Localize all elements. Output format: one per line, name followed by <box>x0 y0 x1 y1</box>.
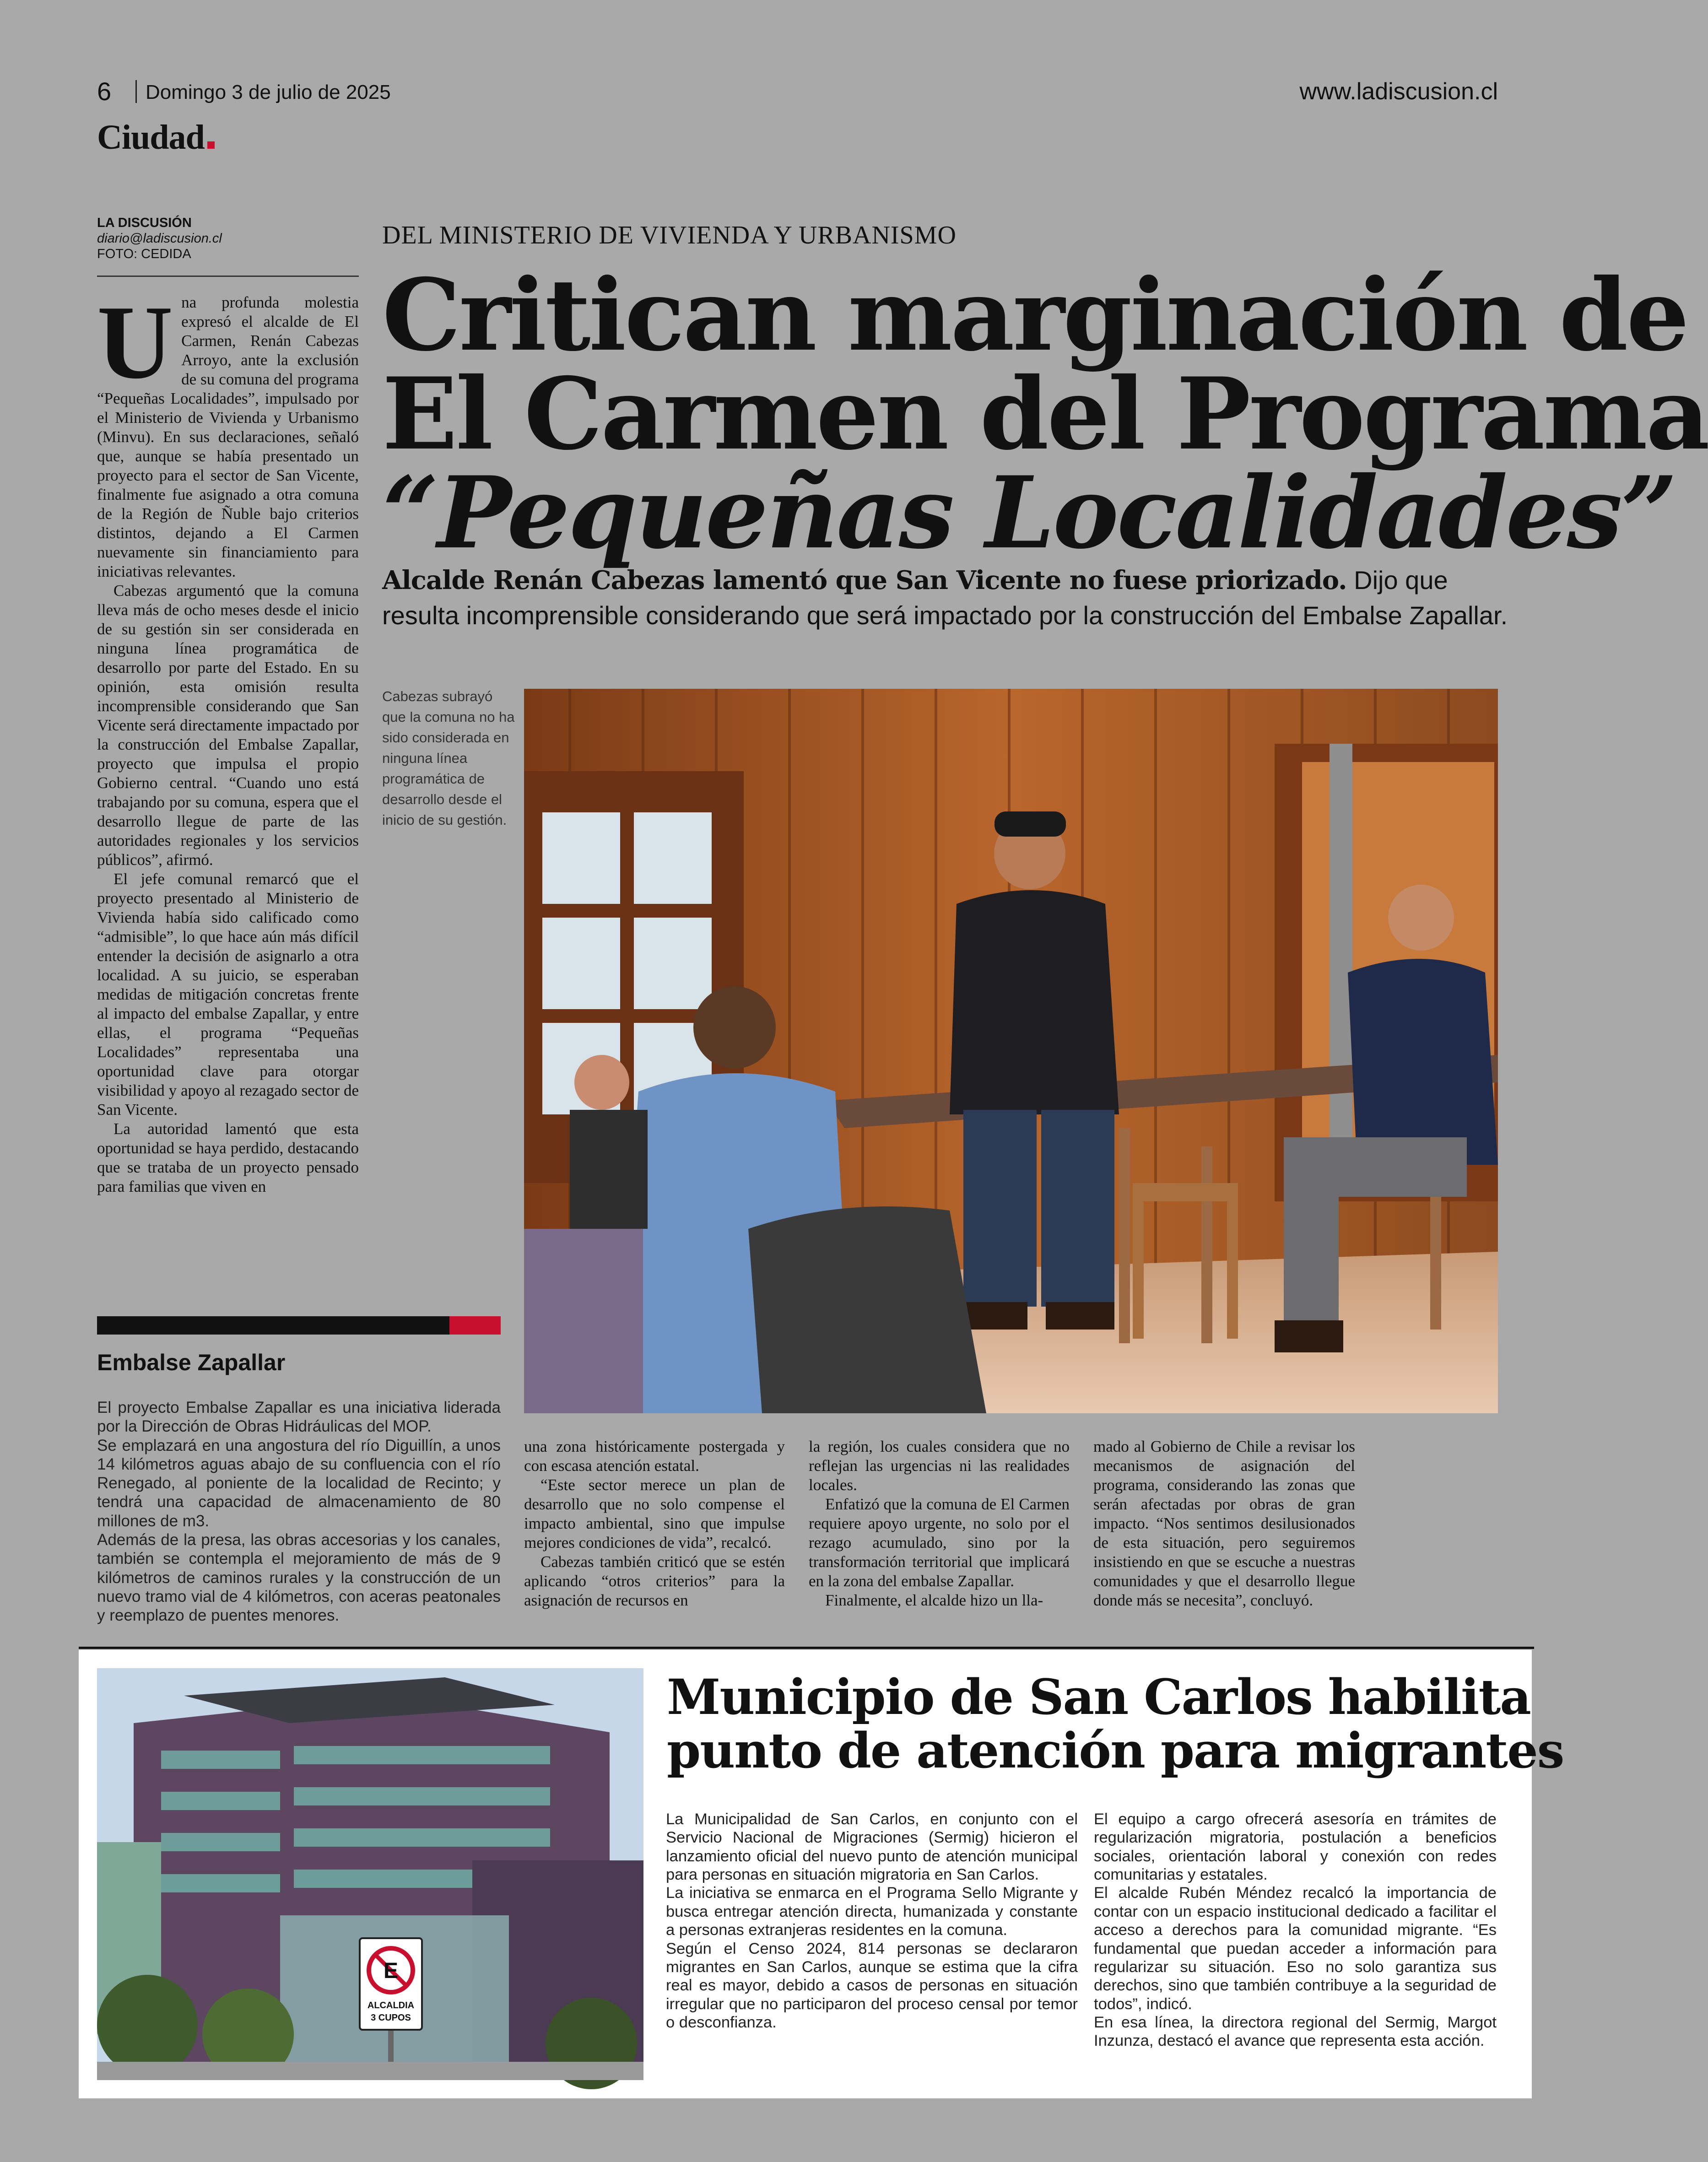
byline-photo-credit: FOTO: CEDIDA <box>97 247 191 262</box>
photo-caption: Cabezas subrayó que la comuna no ha sido considerada en ninguna línea programática de desarrollo desde el inicio de su gestión. <box>382 688 515 828</box>
secondary-paragraph: La iniciativa se enmarca en el Programa Sello Migrante y busca entregar atención directa, humanizada y constante a personas extranjeras residentes en la comuna. <box>666 1884 1078 1939</box>
article-paragraph: Cabezas también criticó que se estén aplicando “otros criterios” para la asignación de recursos en <box>524 1553 785 1609</box>
article-column-4 <box>1093 1437 1355 1634</box>
issue-date: Domingo 3 de julio de 2025 <box>146 81 391 103</box>
building-photo-illustration <box>97 1668 643 2080</box>
section-dot-icon <box>207 141 215 149</box>
header-divider <box>135 80 137 103</box>
sidebar-bar-accent <box>449 1316 501 1335</box>
section-divider <box>79 1647 1534 1649</box>
building-photo <box>97 1668 643 2080</box>
byline-source: LA DISCUSIÓN <box>97 216 192 230</box>
section-title <box>97 120 215 155</box>
page-number: 6 <box>97 77 112 106</box>
secondary-paragraph: El alcalde Rubén Méndez recalcó la importancia de contar con un espacio institucional dedicado a facilitar el acceso a derechos para la comunidad migrante. “Es fundamental que puedan acceder a información para regularizar su situación. Eso no solo garantiza sus derechos, sino que también contribuye a la seguridad de todos”, indicó. <box>1094 1884 1497 2013</box>
byline-email[interactable]: diario@ladiscusion.cl <box>97 231 222 246</box>
section-label: Ciudad <box>97 118 205 157</box>
svg-text:ALCALDIA: ALCALDIA <box>367 2000 415 2011</box>
byline <box>97 215 222 262</box>
headline-line: Critican marginación de <box>382 257 1688 373</box>
article-paragraph: El jefe comunal remarcó que el proyecto presentado al Ministerio de Vivienda había sido calificado como “admisible”, lo que hace aún más difícil entender la decisión de asignarlo a otra localidad. A su juicio, se esperaban medidas de mitigación concretas frente al impacto del embalse Zapallar, y entre ellas, el programa “Pequeñas Localidades” representaba una oportunidad clave para otorgar visibilidad y apoyo al rezagado sector de San Vicente. <box>97 870 359 1119</box>
article-paragraph: Una profunda molestia expresó el alcalde de El Carmen, Renán Cabezas Arroyo, ante la exclusión de su comuna del programa “Pequeñas Localidades”, impulsado por el Ministerio de Vivienda y Urbanismo (Minvu). En sus declaraciones, señaló que, aunque se había presentado un proyecto para el sector de San Vicente, finalmente fue asignado a otra comuna de la Región de Ñuble bajo criterios distintos, dejando a El Carmen nuevamente sin financiamiento para iniciativas relevantes. <box>97 284 359 580</box>
article-paragraph: mado al Gobierno de Chile a revisar los mecanismos de asignación del programa, considerando las zonas que serán afectadas por obras de gran impacto. “Nos sentimos desilusionados de esta situación, pero seguiremos insistiendo en que se escuche a nuestras comunidades y que el desarrollo llegue donde más se necesita”, concluyó. <box>1093 1438 1355 1609</box>
site-url[interactable]: www.ladiscusion.cl <box>1299 78 1498 105</box>
main-photo <box>524 689 1498 1413</box>
article-deck <box>382 563 1517 632</box>
article-paragraph: Enfatizó que la comuna de El Carmen requiere apoyo urgente, no solo por el rezago acumulado, sino por la transformación territorial que implicará en la zona del embalse Zapallar. <box>809 1495 1070 1590</box>
article-paragraph: La autoridad lamentó que esta oportunidad se haya perdido, destacando que se trataba de un proyecto pensado para familias que viven en <box>97 1120 359 1195</box>
secondary-paragraph: En esa línea, la directora regional del Sermig, Margot Inzunza, destacó el avance que representa esta acción. <box>1094 2013 1497 2050</box>
deck-lead: Alcalde Renán Cabezas lamentó que San Vicente no fuese priorizado. <box>382 565 1347 595</box>
secondary-paragraph: La Municipalidad de San Carlos, en conjunto con el Servicio Nacional de Migraciones (Sermig) hicieron el lanzamiento oficial del nuevo punto de atención municipal para personas en situación migratoria en San Carlos. <box>666 1811 1078 1884</box>
article-column-1 <box>97 284 359 1286</box>
headline-line: “Pequeñas Localidades” <box>382 454 1676 571</box>
secondary-headline <box>667 1668 1564 1779</box>
headline-line: El Carmen del Programa <box>382 356 1708 472</box>
svg-text:3 CUPOS: 3 CUPOS <box>371 2013 411 2023</box>
sidebar-paragraph: El proyecto Embalse Zapallar es una iniciativa liderada por la Dirección de Obras Hidráulicas del MOP. <box>97 1399 501 1436</box>
article-column-2 <box>524 1437 785 1634</box>
dropcap: U <box>97 284 173 400</box>
article-paragraph: Finalmente, el alcalde hizo un lla- <box>825 1591 1043 1609</box>
sidebar-bar <box>97 1316 449 1335</box>
secondary-column-1 <box>666 1810 1078 2032</box>
secondary-paragraph: El equipo a cargo ofrecerá asesoría en trámites de regularización migratoria, postulación a beneficios sociales, orientación laboral y conexión con redes comunitarias y estatales. <box>1094 1811 1497 1884</box>
secondary-paragraph: Según el Censo 2024, 814 personas se declararon migrantes en San Carlos, aunque se estima que la cifra real es mayor, debido a casos de personas en situación irregular que no participaron del proceso censal por temor o desconfianza. <box>666 1940 1078 2031</box>
article-kicker: DEL MINISTERIO DE VIVIENDA Y URBANISMO <box>382 221 957 249</box>
meeting-photo-illustration <box>524 689 1498 1413</box>
sidebar-text <box>97 1398 501 1625</box>
article-paragraph: una zona históricamente postergada y con escasa atención estatal. <box>524 1438 785 1475</box>
sidebar-title: Embalse Zapallar <box>97 1350 286 1375</box>
article-headline <box>382 257 1708 571</box>
byline-rule <box>97 276 359 277</box>
article-column-3 <box>809 1437 1070 1634</box>
article-paragraph: Cabezas argumentó que la comuna lleva más de ocho meses desde el inicio de su gestión sin ser considerada en ninguna línea programática de desarrollo por parte del Estado. En su opinión, esta omisión resulta incomprensible considerando que San Vicente será directamente impactado por la construcción del Embalse Zapallar, proyecto que impulsa el propio Gobierno central. “Cuando uno está trabajando por su comuna, espera que el desarrollo llegue de parte de las autoridades regionales y los servicios públicos”, afirmó. <box>97 582 359 869</box>
svg-text:E: E <box>383 1959 399 1983</box>
headline-line: punto de atención para migrantes <box>667 1721 1564 1779</box>
sidebar-paragraph: Además de la presa, las obras accesorias y los canales, también se contempla el mejoramiento de más de 9 kilómetros de caminos rurales y la construcción de un nuevo tramo vial de 4 kilómetros, con aceras peatonales y reemplazo de puentes menores. <box>97 1531 501 1625</box>
headline-line: Municipio de San Carlos habilita <box>667 1668 1530 1725</box>
article-paragraph: la región, los cuales considera que no reflejan las urgencias ni las realidades locales. <box>809 1438 1070 1494</box>
deck-text: Dijo que resulta incomprensible considerando que será impactado por la construcción del Embalse Zapallar. <box>382 566 1508 630</box>
secondary-column-2 <box>1094 1810 1497 2050</box>
article-paragraph: “Este sector merece un plan de desarrollo que no solo compense el impacto ambiental, sino que impulse mejores condiciones de vida”, recalcó. <box>524 1476 785 1551</box>
sidebar-paragraph: Se emplazará en una angostura del río Diguillín, a unos 14 kilómetros aguas abajo de su confluencia con el río Renegado, al poniente de la localidad de Recinto; y tendrá una capacidad de almacenamiento de 80 millones de m3. <box>97 1436 501 1530</box>
